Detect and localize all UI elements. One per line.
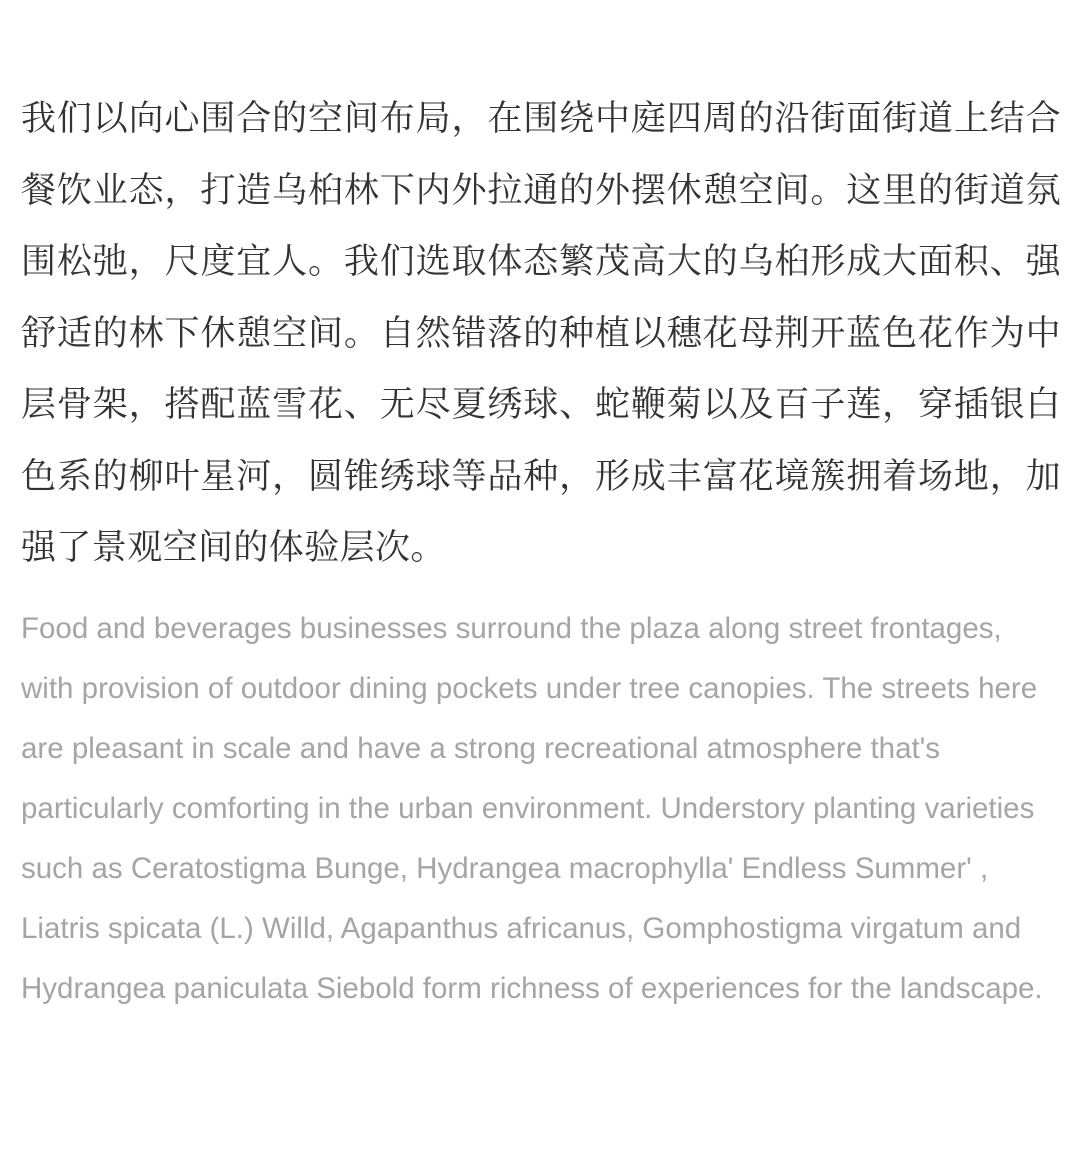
english-paragraph: Food and beverages businesses surround the plaza along street frontages, with provision of outdoor dining pockets under tree canopies. The streets here are pleasant in scale and have a strong recreational atmosphere that's particularly comforting in the urban environment. Understory planting varieties such as Ceratostigma Bunge, Hydrangea macrophylla' Endless Summer' , Liatris spicata (L.) Willd, Agapanthus africanus, Gomphostigma virgatum and Hydrangea paniculata Siebold form richness of experiences for the landscape. [21, 611, 1043, 1005]
chinese-paragraph: 我们以向心围合的空间布局，在围绕中庭四周的沿街面街道上结合餐饮业态，打造乌桕林下内外拉通的外摆休憩空间。这里的街道氛围松弛，尺度宜人。我们选取体态繁茂高大的乌桕形成大面积、强舒适的林下休憩空间。自然错落的种植以穗花母荆开蓝色花作为中层骨架，搭配蓝雪花、无尽夏绣球、蛇鞭菊以及百子莲，穿插银白色系的柳叶星河，圆锥绣球等品种，形成丰富花境簇拥着场地，加强了景观空间的体验层次。 [21, 99, 1061, 568]
article-body [21, 84, 1061, 1019]
